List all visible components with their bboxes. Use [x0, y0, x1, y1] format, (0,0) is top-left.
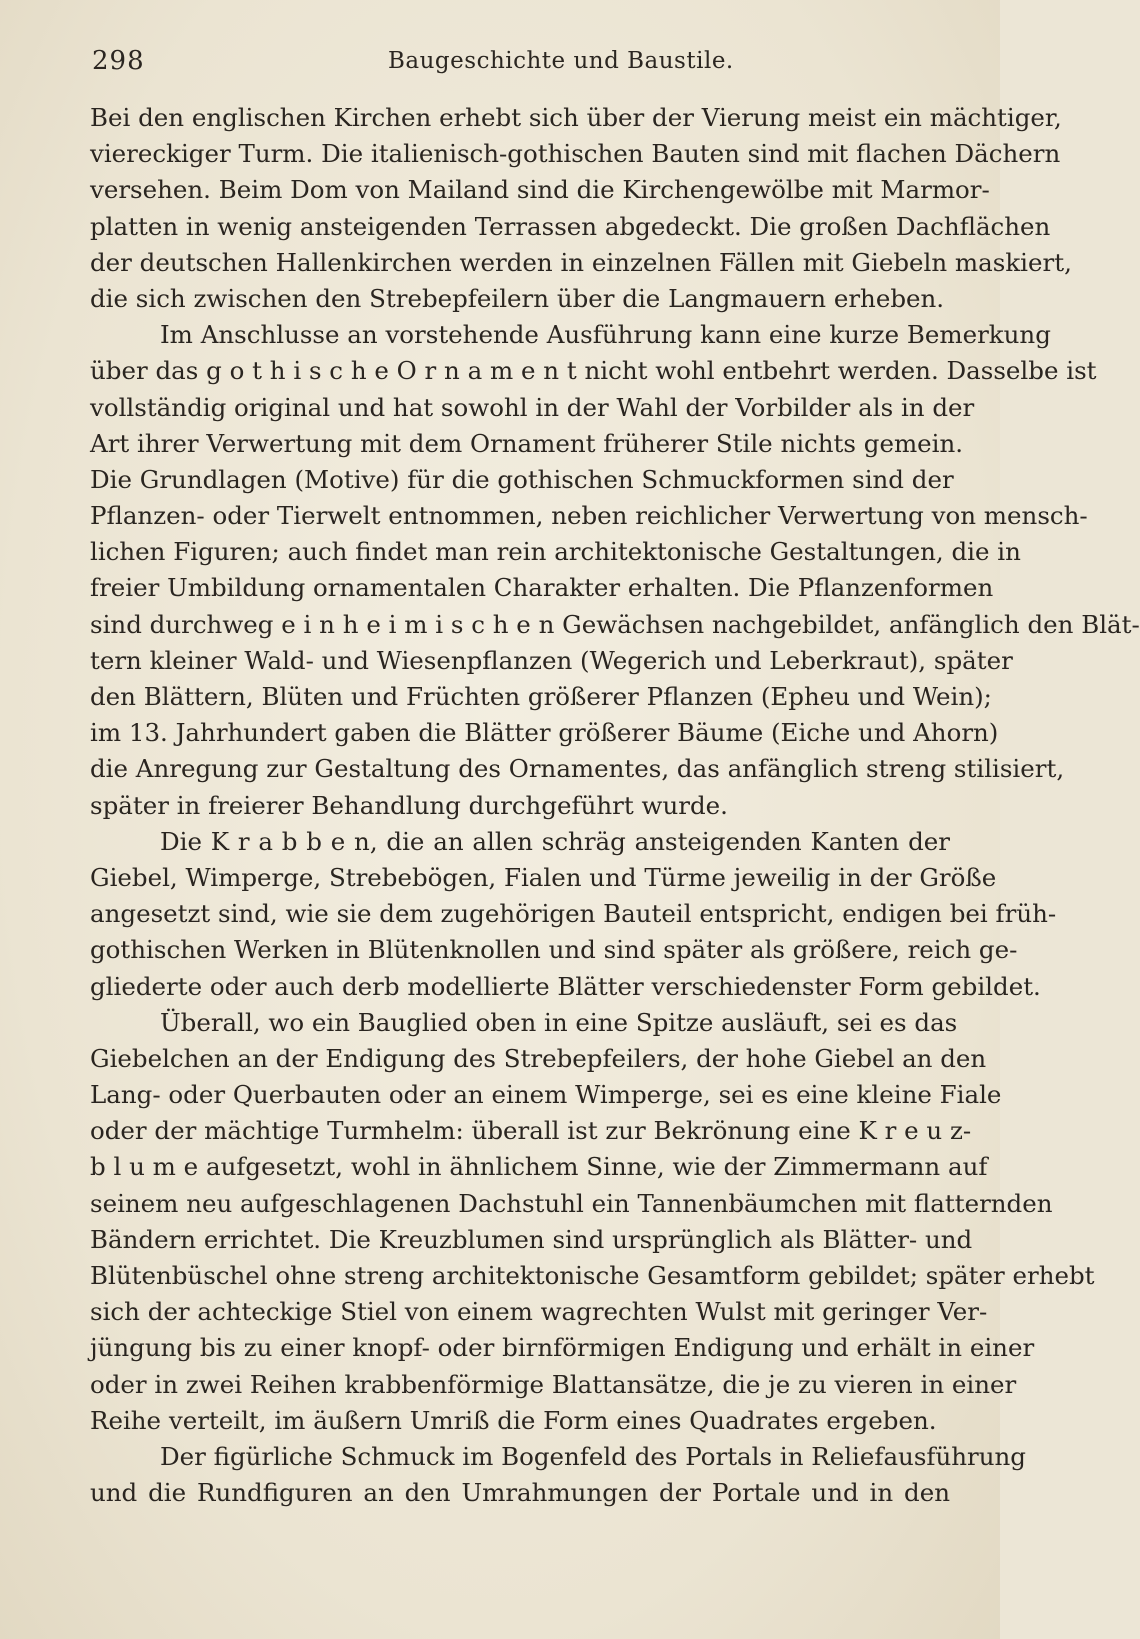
- text-line: tern kleiner Wald- und Wiesenpflanzen (Wegerich und Leberkraut), später: [90, 645, 1013, 675]
- text-line: Blütenbüschel ohne streng architektonische Gesamtform gebildet; später erhebt: [90, 1261, 1095, 1290]
- text-line: Art ihrer Verwertung mit dem Ornament früherer Stile nichts gemein.: [90, 428, 964, 458]
- text-line: oder der mächtige Turmhelm: überall ist zur Bekrönung eine K r e u z-: [90, 1116, 972, 1146]
- text-line: Pflanzen- oder Tierwelt entnommen, neben reichlicher Verwertung von mensch-: [90, 501, 1088, 531]
- text-line: Bändern errichtet. Die Kreuzblumen sind ursprünglich als Blätter- und: [90, 1224, 973, 1254]
- text-line: die sich zwischen den Strebepfeilern über die Langmauern erheben.: [90, 283, 945, 313]
- text-line: und die Rundfiguren an den Umrahmungen der Portale und in den: [90, 1478, 950, 1508]
- text-line: der deutschen Hallenkirchen werden in einzelnen Fällen mit Giebeln maskiert,: [90, 247, 1072, 277]
- running-title: Baugeschichte und Baustile.: [388, 48, 734, 74]
- text-line: jüngung bis zu einer knopf- oder birnförmigen Endigung und erhält in einer: [90, 1333, 1035, 1363]
- page-number: 298: [92, 46, 145, 76]
- text-line: im 13. Jahrhundert gaben die Blätter größerer Bäume (Eiche und Ahorn): [90, 718, 999, 748]
- text-line: gothischen Werken in Blütenknollen und sind später als größere, reich ge-: [90, 935, 1018, 965]
- text-line: b l u m e aufgesetzt, wohl in ähnlichem Sinne, wie der Zimmermann auf: [90, 1152, 988, 1182]
- text-line: Reihe verteilt, im äußern Umriß die Form eines Quadrates ergeben.: [90, 1405, 937, 1435]
- text-line: Giebel, Wimperge, Strebebögen, Fialen und Türme jeweilig in der Größe: [90, 862, 997, 892]
- text-line: sind durchweg e i n h e i m i s c h e n Gewächsen nachgebildet, anfänglich den Blät-: [90, 609, 1140, 639]
- text-line: Die K r a b b e n, die an allen schräg ansteigenden Kanten der: [160, 826, 950, 856]
- text-line: Bei den englischen Kirchen erhebt sich über der Vierung meist ein mächtiger,: [90, 103, 1062, 132]
- text-line: Überall, wo ein Bauglied oben in eine Spitze ausläuft, sei es das: [160, 1007, 958, 1037]
- text-line: lichen Figuren; auch findet man rein architektonische Gestaltungen, die in: [90, 537, 1021, 567]
- text-line: Lang- oder Querbauten oder an einem Wimperge, sei es eine kleine Fiale: [90, 1080, 1002, 1110]
- text-line: oder in zwei Reihen krabbenförmige Blattansätze, die je zu vieren in einer: [90, 1369, 1017, 1399]
- text-line: freier Umbildung ornamentalen Charakter erhalten. Die Pflanzenformen: [90, 573, 994, 603]
- text-line: Giebelchen an der Endigung des Strebepfeilers, der hohe Giebel an den: [90, 1043, 987, 1073]
- text-line: Der figürliche Schmuck im Bogenfeld des Portals in Reliefausführung: [160, 1441, 1026, 1471]
- text-line: seinem neu aufgeschlagenen Dachstuhl ein Tannenbäumchen mit flatternden: [90, 1188, 1053, 1218]
- text-line: Die Grundlagen (Motive) für die gothischen Schmuckformen sind der: [90, 464, 954, 494]
- text-line: vollständig original und hat sowohl in der Wahl der Vorbilder als in der: [90, 392, 975, 422]
- body-text: [90, 100, 1140, 1511]
- page-header: [88, 44, 948, 84]
- text-line: versehen. Beim Dom von Mailand sind die Kirchengewölbe mit Marmor-: [90, 175, 990, 205]
- text-line: die Anregung zur Gestaltung des Ornamentes, das anfänglich streng stilisiert,: [90, 754, 1065, 784]
- text-line: den Blättern, Blüten und Früchten größerer Pflanzen (Epheu und Wein);: [90, 682, 992, 711]
- text-line: viereckiger Turm. Die italienisch-gothischen Bauten sind mit flachen Dächern: [90, 139, 1061, 169]
- text-line: später in freierer Behandlung durchgeführt wurde.: [90, 790, 728, 820]
- text-line: über das g o t h i s c h e O r n a m e n t nicht wohl entbehrt werden. Dasselbe ist: [90, 356, 1097, 386]
- text-line: platten in wenig ansteigenden Terrassen abgedeckt. Die großen Dachflächen: [90, 211, 1051, 241]
- text-line: angesetzt sind, wie sie dem zugehörigen Bauteil entspricht, endigen bei früh-: [90, 899, 1057, 929]
- text-line: Im Anschlusse an vorstehende Ausführung kann eine kurze Bemerkung: [160, 320, 1051, 350]
- text-line: sich der achteckige Stiel von einem wagrechten Wulst mit geringer Ver-: [90, 1297, 988, 1327]
- text-line: gliederte oder auch derb modellierte Blätter verschiedenster Form gebildet.: [90, 971, 1041, 1001]
